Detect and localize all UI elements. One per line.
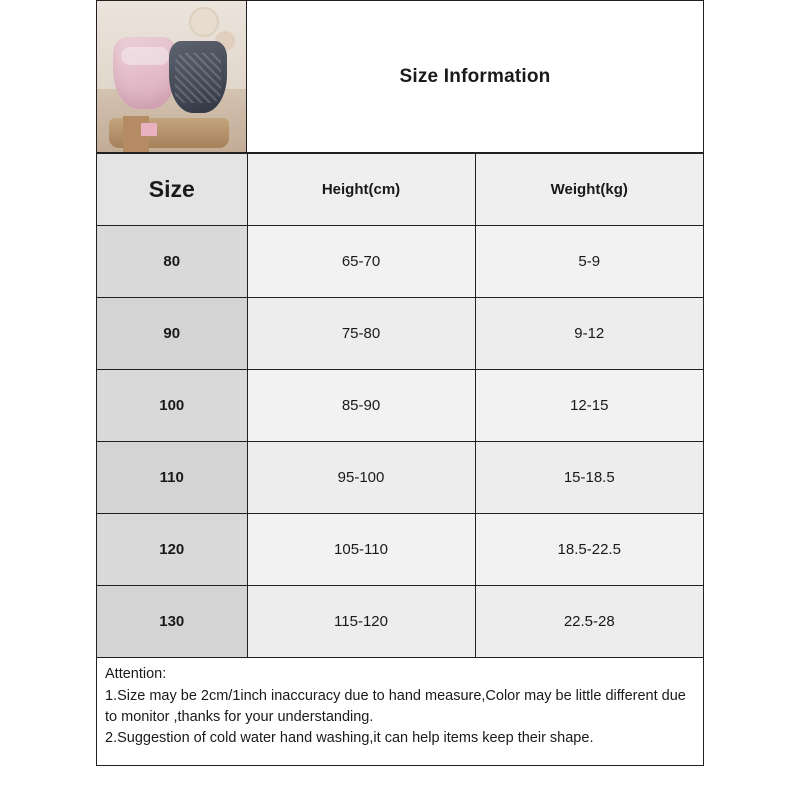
cell-weight: 12-15	[475, 370, 703, 442]
cell-weight: 5-9	[475, 226, 703, 298]
size-table	[97, 153, 703, 658]
table-body	[97, 226, 703, 658]
photo-tint	[97, 1, 246, 152]
cell-height: 115-120	[247, 586, 475, 658]
cell-size: 100	[97, 370, 247, 442]
table-header-row	[97, 154, 703, 226]
page-title: Size Information	[399, 65, 551, 87]
table-head	[97, 154, 703, 226]
cell-height: 85-90	[247, 370, 475, 442]
attention-title: Attention:	[105, 666, 167, 682]
table-row	[97, 586, 703, 658]
attention-block	[97, 658, 703, 757]
table-row	[97, 442, 703, 514]
cell-height: 105-110	[247, 514, 475, 586]
size-information-card	[96, 0, 704, 766]
cell-height: 95-100	[247, 442, 475, 514]
table-row	[97, 514, 703, 586]
table-row	[97, 226, 703, 298]
cell-height: 75-80	[247, 298, 475, 370]
column-header-size: Size	[97, 154, 247, 226]
table-row	[97, 370, 703, 442]
cell-size: 120	[97, 514, 247, 586]
card-header	[97, 1, 703, 153]
cell-size: 90	[97, 298, 247, 370]
photo-background	[97, 1, 246, 152]
cell-size: 130	[97, 586, 247, 658]
cell-weight: 18.5-22.5	[475, 514, 703, 586]
attention-line-2: 2.Suggestion of cold water hand washing,it can help items keep their shape.	[105, 730, 594, 747]
cell-size: 110	[97, 442, 247, 514]
title-cell	[247, 1, 703, 152]
cell-size: 80	[97, 226, 247, 298]
column-header-height: Height(cm)	[247, 154, 475, 226]
attention-line-1: 1.Size may be 2cm/1inch inaccuracy due to hand measure,Color may be little different due to monitor ,thanks for your understanding.	[105, 688, 686, 726]
product-photo	[97, 1, 247, 152]
column-header-weight: Weight(kg)	[475, 154, 703, 226]
table-row	[97, 298, 703, 370]
cell-height: 65-70	[247, 226, 475, 298]
cell-weight: 15-18.5	[475, 442, 703, 514]
cell-weight: 9-12	[475, 298, 703, 370]
cell-weight: 22.5-28	[475, 586, 703, 658]
